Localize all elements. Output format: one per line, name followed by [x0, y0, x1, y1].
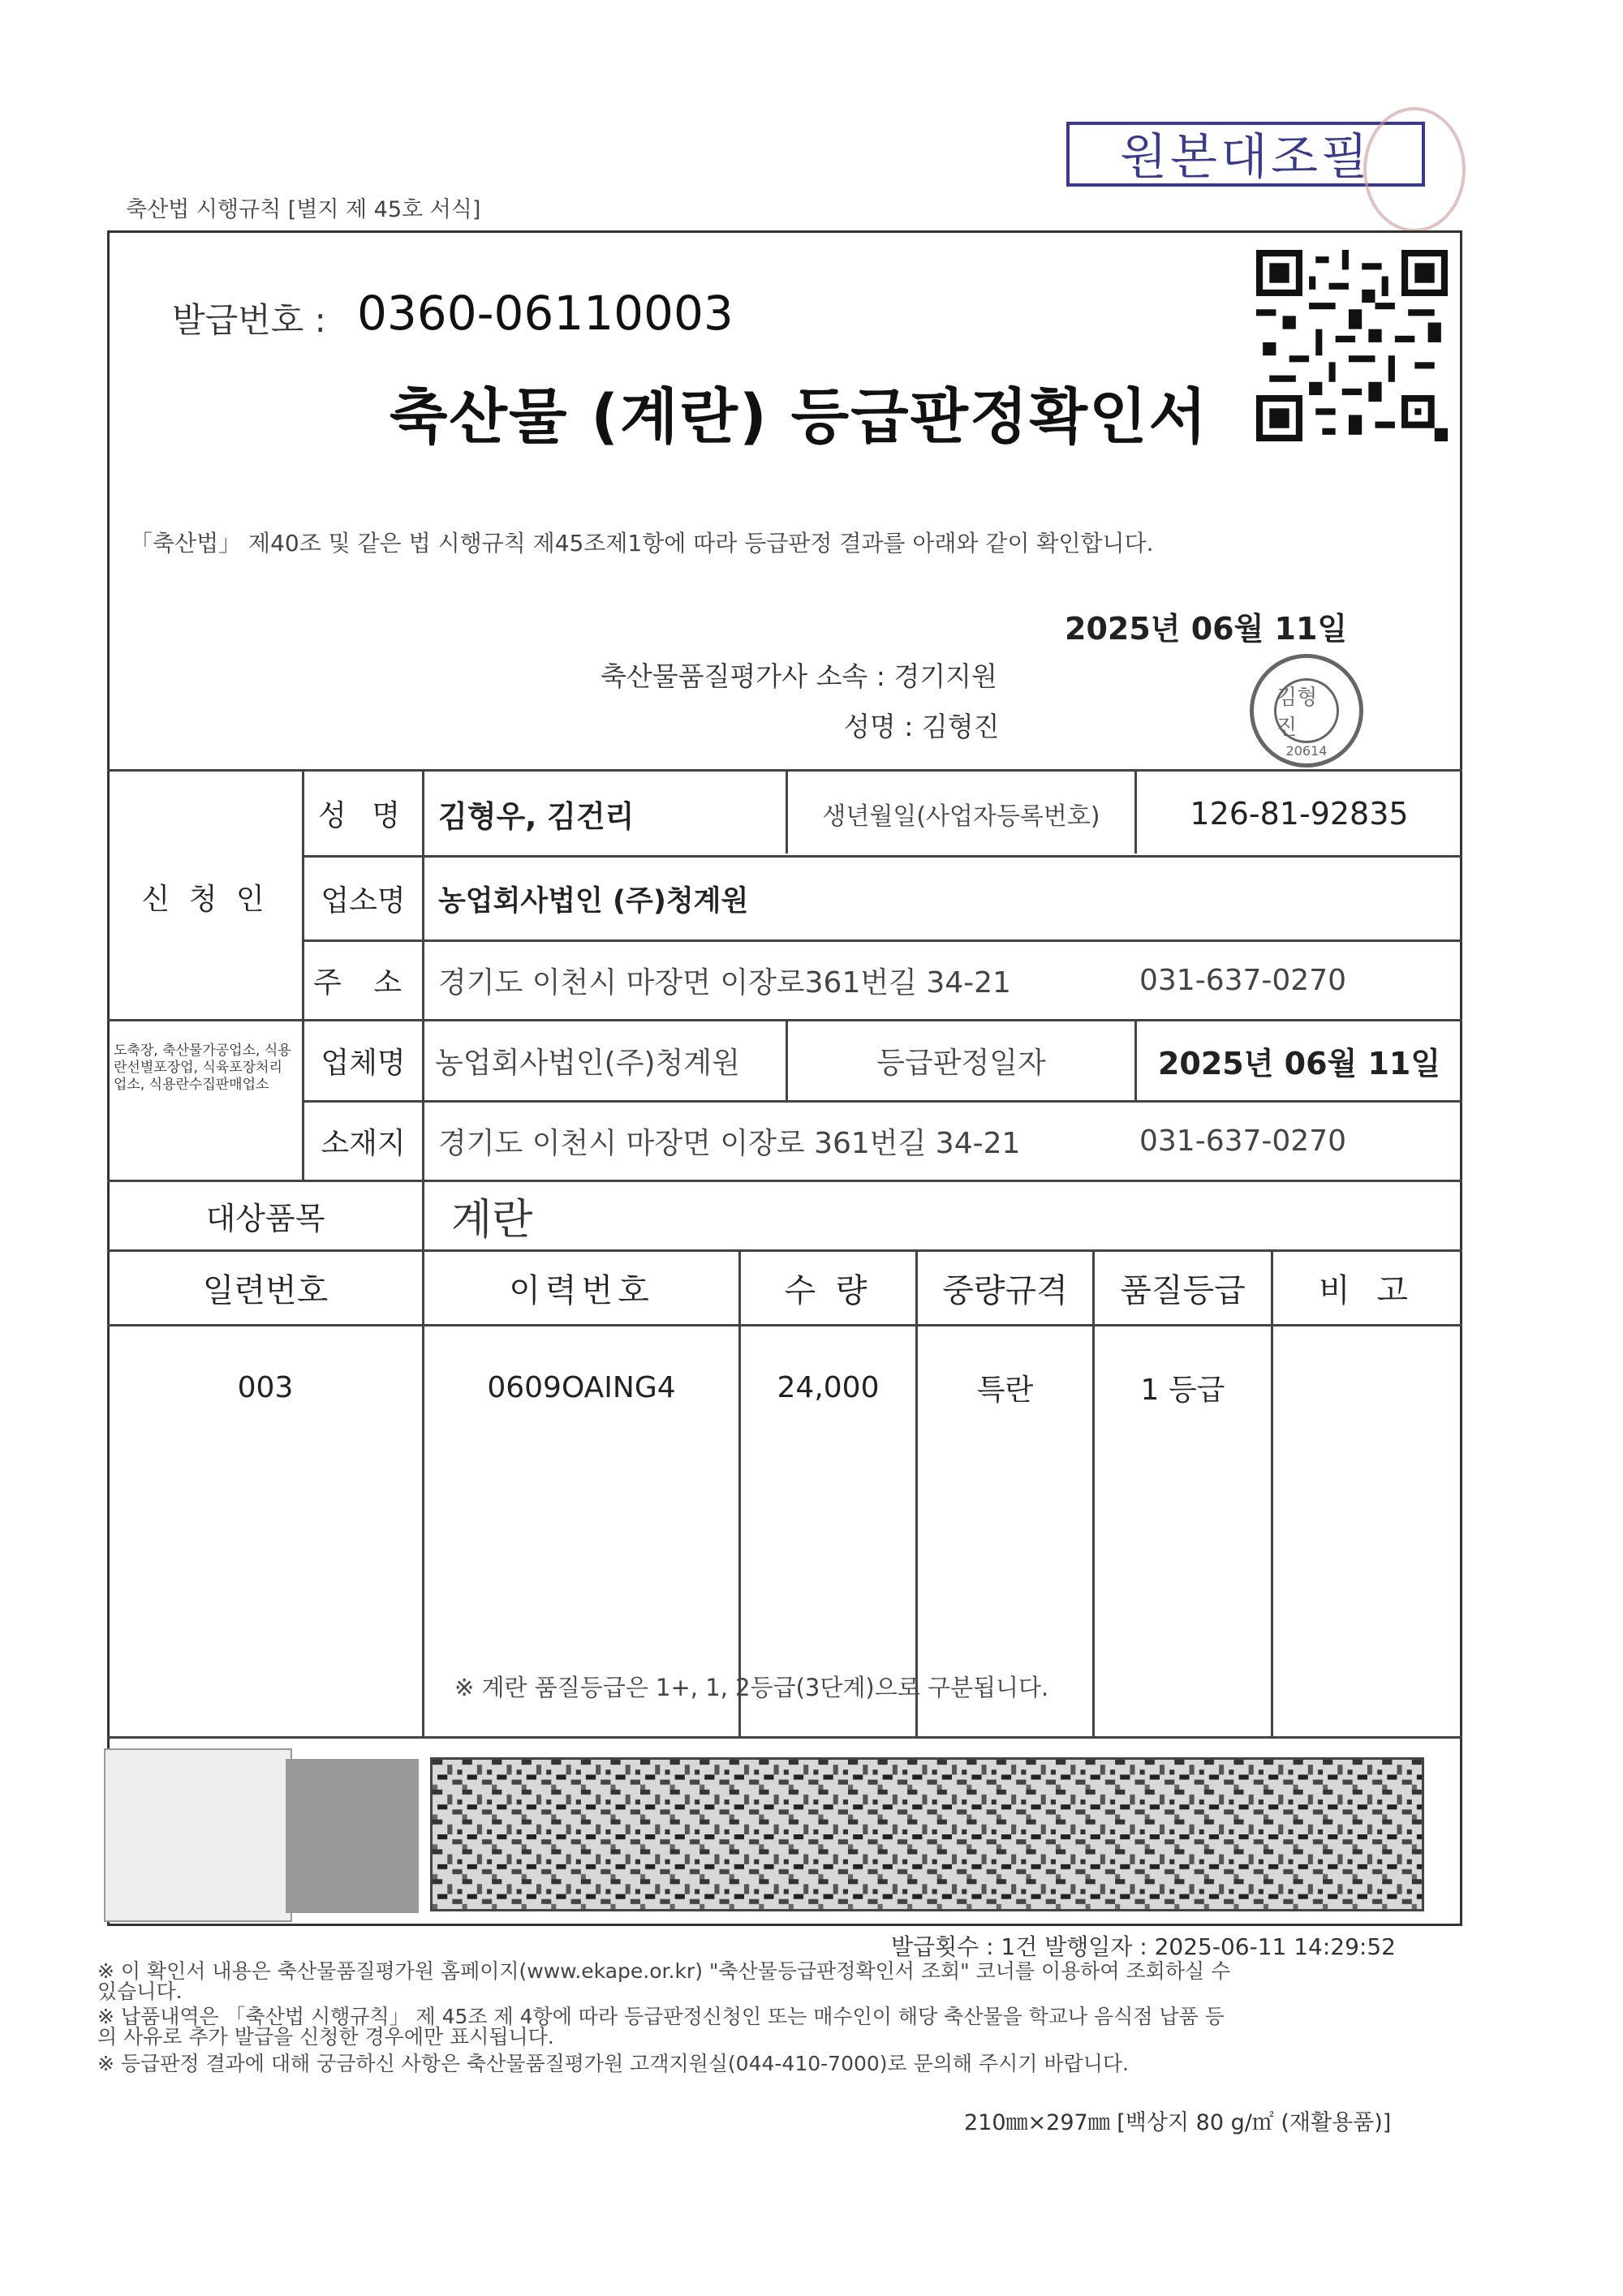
footnote-2-cont: 의 사유로 추가 발급을 신청한 경우에만 표시됩니다.: [97, 2025, 554, 2049]
legal-statement: 「축산법」 제40조 및 같은 법 시행규칙 제45조제1항에 따라 등급판정 결과를 아래와 같이 확인합니다.: [130, 530, 1154, 557]
document-title: 축산물 (계란) 등급판정확인서: [390, 382, 1208, 452]
row-quantity: 24,000: [777, 1370, 880, 1404]
footnote-2: ※ 납품내역은 「축산법 시행규칙」 제 45조 제 4항에 따라 등급판정신청인 또는 매수인이 해당 축산물을 학교나 음식점 납품 등: [97, 2005, 1225, 2028]
company-name-label: 업체명: [321, 1047, 406, 1080]
target-item-label: 대상품목: [205, 1201, 325, 1236]
security-logo: [286, 1759, 419, 1913]
header-serial: 일련번호: [202, 1272, 329, 1309]
footnote-1: ※ 이 확인서 내용은 축산물품질평가원 홈페이지(www.ekape.or.kr) "축산물등급판정확인서 조회" 코너를 이용하여 조회하실 수: [97, 1959, 1231, 1983]
address-label: 주 소: [313, 966, 413, 1000]
row-remarks: [1273, 1355, 1462, 1420]
applicant-address: 경기도 이천시 마장면 이장로361번길 34-21: [438, 966, 1011, 1000]
issue-metadata: 발급횟수 : 1건 발행일자 : 2025-06-11 14:29:52: [891, 1933, 1396, 1960]
footnote-1-cont: 있습니다.: [97, 1980, 183, 2003]
header-weight-class: 중량규격: [942, 1272, 1068, 1309]
grading-date: 2025년 06월 11일: [1157, 1046, 1441, 1081]
inspector-affiliation: 축산물품질평가사 소속 : 경기지원: [601, 660, 997, 692]
applicant-name: 김형우, 김건리: [438, 798, 635, 834]
business-name: 농업회사법인 (주)청계원: [438, 884, 749, 918]
row-weight-class: 특란: [976, 1373, 1034, 1407]
form-reference: 축산법 시행규칙 [별지 제 45호 서식]: [126, 197, 481, 222]
seal-name: 김형진: [1274, 678, 1339, 743]
inspector-name: 성명 : 김형진: [844, 711, 1000, 742]
company-name: 농업회사법인(주)청계원: [435, 1047, 740, 1080]
inspector-seal: [1250, 654, 1363, 767]
header-remarks: 비 고: [1319, 1272, 1416, 1309]
row-trace-number: 0609OAING4: [487, 1370, 676, 1404]
header-trace-number: 이력번호: [509, 1272, 654, 1309]
grading-date-label: 등급판정일자: [876, 1047, 1046, 1080]
certificate-date: 2025년 06월 11일: [1065, 611, 1348, 647]
qr-code: [1256, 250, 1448, 441]
footnote-3: ※ 등급판정 결과에 대해 궁금하신 사항은 축산물품질평가원 고객지원실(044-410-7000)로 문의해 주시기 바랍니다.: [97, 2052, 1129, 2075]
header-quantity: 수 량: [784, 1272, 872, 1309]
header-quality-grade: 품질등급: [1120, 1272, 1246, 1309]
grid-line: [107, 1736, 1462, 1739]
paper-specification: 210㎜×297㎜ [백상지 80 g/㎡ (재활용품)]: [964, 2110, 1392, 2135]
name-label: 성 명: [318, 799, 408, 832]
red-seal-stamp: [1363, 107, 1466, 232]
business-name-label: 업소명: [321, 884, 406, 918]
applicant-phone: 031-637-0270: [1139, 964, 1347, 997]
seal-code: 20614: [1285, 743, 1328, 759]
row-quality-grade: 1 등급: [1140, 1373, 1225, 1407]
facility-phone: 031-637-0270: [1139, 1124, 1347, 1158]
facility-location: 경기도 이천시 마장면 이장로 361번길 34-21: [438, 1127, 1021, 1160]
security-pattern: [104, 1748, 292, 1922]
original-copy-stamp: 원본대조필: [1066, 122, 1425, 187]
facility-category: 도축장, 축산물가공업소, 식용란선별포장업, 식육포장처리업소, 식용란수집판매업소: [114, 1043, 291, 1093]
row-serial: 003: [237, 1370, 294, 1404]
birth-label: 생년월일(사업자등록번호): [822, 802, 1100, 831]
issue-number: 0360-06110003: [357, 286, 734, 341]
target-item: 계란: [451, 1196, 533, 1245]
business-registration-number: 126-81-92835: [1190, 795, 1409, 832]
2d-barcode: [430, 1757, 1424, 1911]
grade-note: ※ 계란 품질등급은 1+, 1, 2등급(3단계)으로 구분됩니다.: [454, 1674, 1049, 1701]
location-label: 소재지: [321, 1127, 406, 1160]
applicant-section-label: 신 청 인: [141, 882, 269, 916]
issue-number-label: 발급번호 :: [172, 300, 326, 340]
grid-line: [107, 1324, 1462, 1326]
